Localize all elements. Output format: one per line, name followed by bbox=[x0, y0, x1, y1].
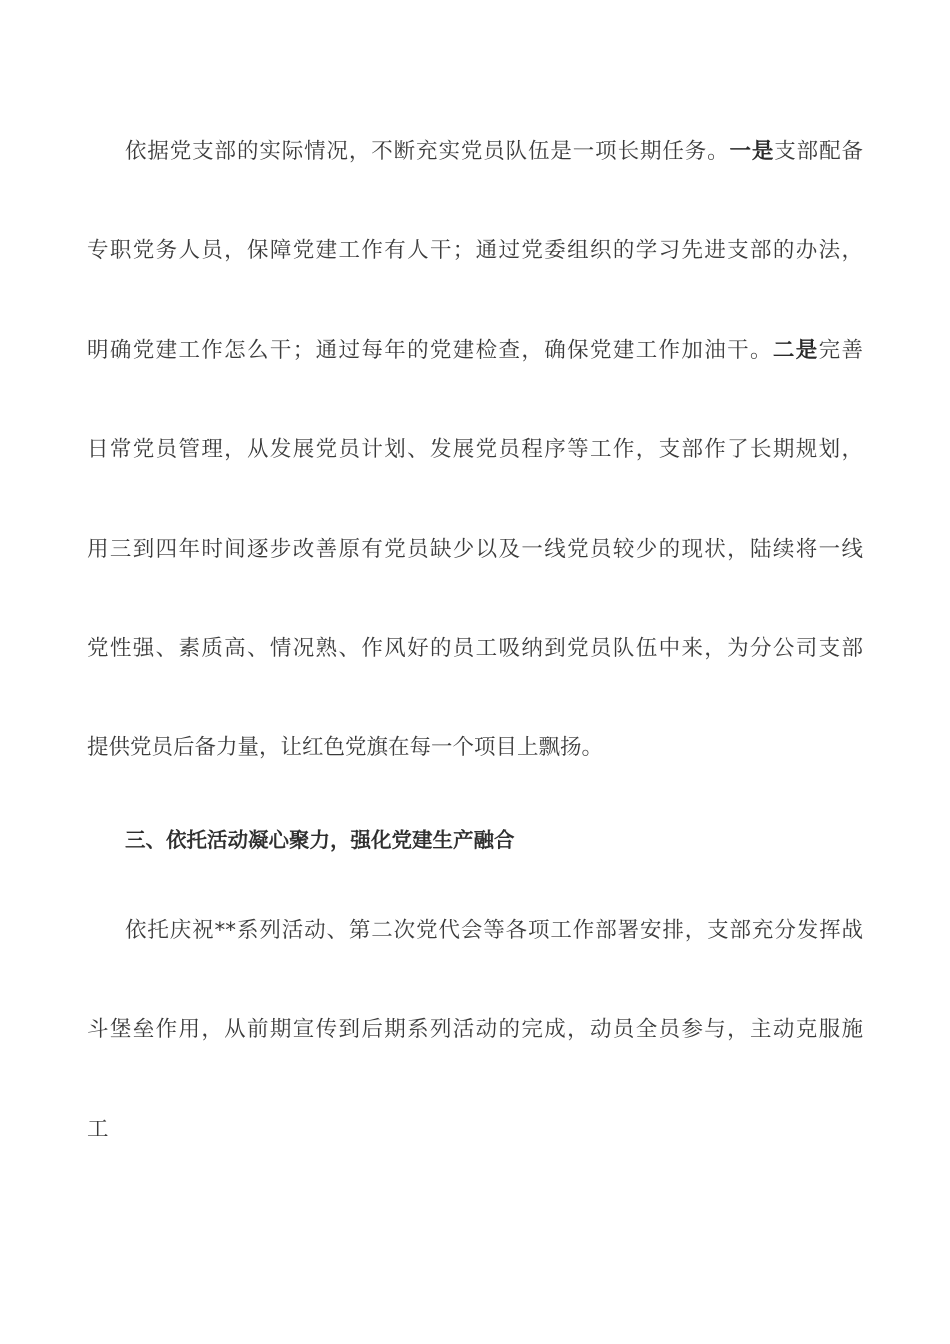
paragraph-1-line-5: 用三到四年时间逐步改善原有党员缺少以及一线党员较少的现状，陆续将一线 bbox=[87, 537, 863, 562]
text-run: 支部配备 bbox=[774, 139, 863, 164]
paragraph-1-line-1 bbox=[125, 137, 863, 167]
paragraph-1-line-4: 日常党员管理，从发展党员计划、发展党员程序等工作，支部作了长期规划， bbox=[87, 437, 863, 462]
paragraph-2-line-2: 斗堡垒作用，从前期宣传到后期系列活动的完成，动员全员参与，主动克服施 bbox=[87, 1017, 863, 1042]
text-run: 完善 bbox=[818, 338, 863, 363]
paragraph-1-line-7: 提供党员后备力量，让红色党旗在每一个项目上飘扬。 bbox=[87, 735, 604, 760]
section-heading: 三、依托活动凝心聚力，强化党建生产融合 bbox=[125, 828, 515, 852]
bold-marker: 二是 bbox=[772, 338, 819, 363]
text-run: 明确党建工作怎么干；通过每年的党建检查，确保党建工作加油干。 bbox=[87, 338, 773, 363]
paragraph-2-line-1: 依托庆祝**系列活动、第二次党代会等各项工作部署安排，支部充分发挥战 bbox=[125, 918, 863, 943]
paragraph-1-line-6: 党性强、素质高、情况熟、作风好的员工吸纳到党员队伍中来，为分公司支部 bbox=[87, 636, 863, 661]
text-run: 依据党支部的实际情况，不断充实党员队伍是一项长期任务。 bbox=[125, 139, 730, 164]
bold-marker: 一是 bbox=[729, 139, 775, 164]
paragraph-1-line-2: 专职党务人员，保障党建工作有人干；通过党委组织的学习先进支部的办法， bbox=[87, 238, 863, 263]
paragraph-1-line-3 bbox=[87, 336, 863, 366]
paragraph-2-line-3: 工 bbox=[87, 1117, 109, 1142]
